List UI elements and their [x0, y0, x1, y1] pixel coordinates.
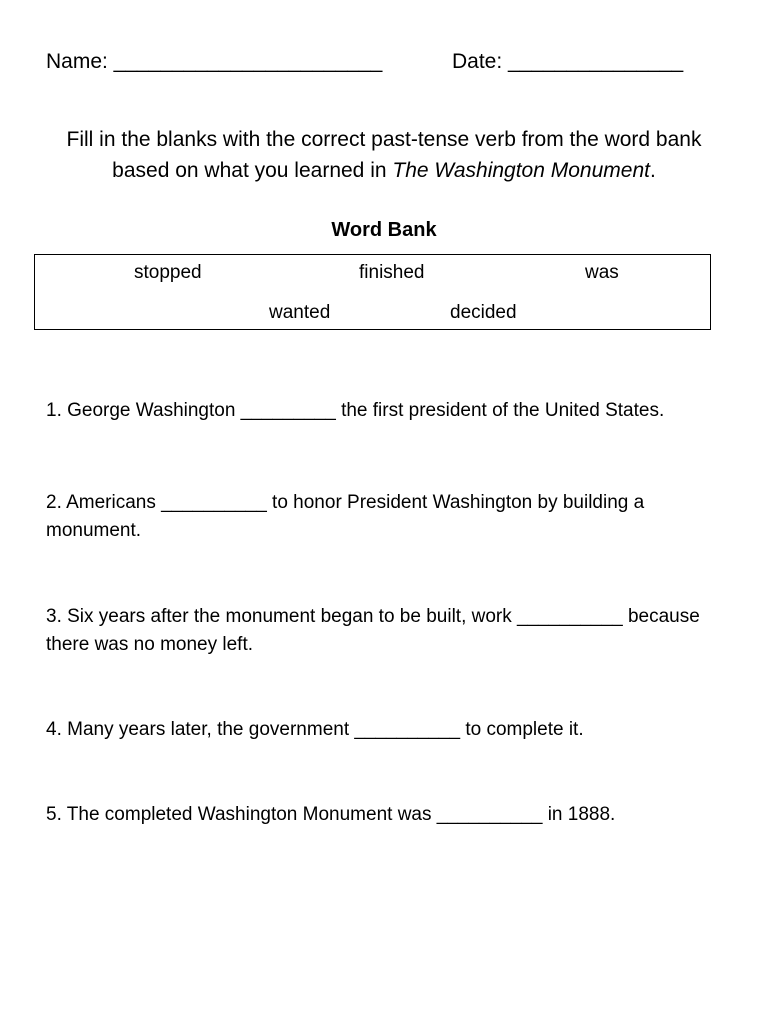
word-bank-box: [34, 254, 711, 330]
instructions-end: .: [649, 159, 656, 182]
question-2: 2. Americans __________ to honor President Washington by building a monument.: [46, 492, 645, 541]
instructions: [40, 124, 728, 186]
book-title: The Washington Monument: [392, 159, 650, 182]
word-bank-title: Word Bank: [331, 219, 437, 241]
word-bank-word: finished: [359, 262, 425, 283]
word-bank-word: stopped: [134, 262, 202, 283]
name-field: Name: _______________________: [46, 50, 383, 73]
word-bank-word: decided: [450, 302, 517, 323]
instructions-text: Fill in the blanks with the correct past-tense verb from the word bank based on what you learned in: [66, 128, 702, 182]
date-field: Date: _______________: [452, 50, 684, 73]
question-1: 1. George Washington _________ the first president of the United States.: [46, 400, 665, 421]
word-bank-word: wanted: [269, 302, 331, 323]
question-4: 4. Many years later, the government __________ to complete it.: [46, 719, 584, 740]
question-5: 5. The completed Washington Monument was __________ in 1888.: [46, 804, 616, 825]
word-bank-word: was: [585, 262, 619, 283]
question-3: 3. Six years after the monument began to be built, work __________ because there was no money left.: [46, 606, 700, 655]
